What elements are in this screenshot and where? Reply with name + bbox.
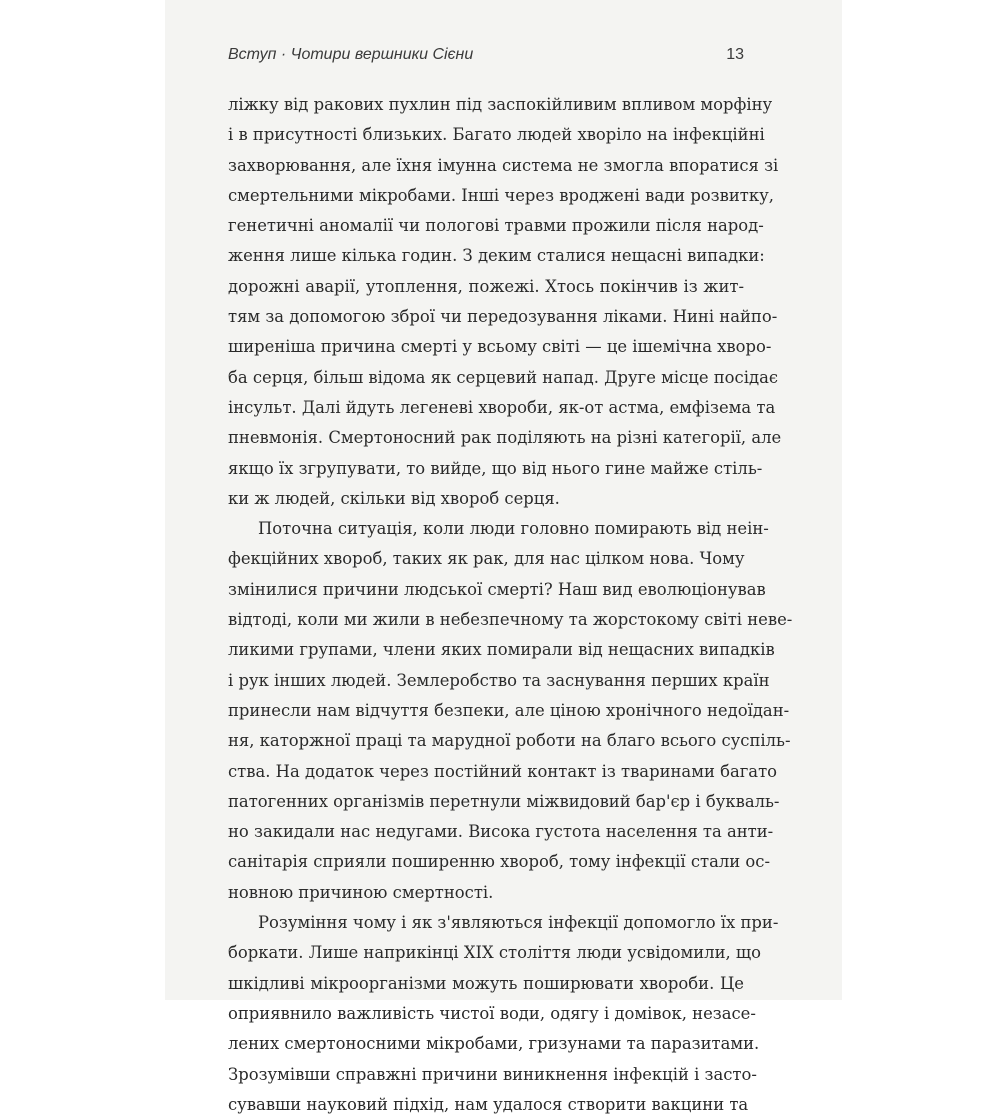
text-line: і в присутності близьких. Багато людей хворіло на інфекційні: [228, 125, 765, 145]
text-line: принесли нам відчуття безпеки, але ціною хронічного недоїдан-: [228, 700, 790, 720]
text-line: ба серця, більш відома як серцевий напад. Друге місце посідає: [228, 367, 779, 387]
text-line: відтоді, коли ми жили в небезпечному та жорстокому світі неве-: [228, 610, 793, 630]
text-line: ження лише кілька годин. З деким сталися нещасні випадки:: [228, 246, 765, 266]
text-line: ня, каторжної праці та марудної роботи на благо всього суспіль-: [228, 731, 791, 751]
text-line: ки ж людей, скільки від хвороб серця.: [228, 488, 560, 508]
text-line: ства. На додаток через постійний контакт із тваринами багато: [228, 761, 778, 781]
text-line: смертельними мікробами. Інші через вроджені вади розвитку,: [228, 185, 774, 205]
text-line: санітарія сприяли поширенню хвороб, тому інфекції стали ос-: [228, 852, 770, 872]
text-line: тям за допомогою зброї чи передозування ліками. Нині найпо-: [228, 307, 778, 327]
text-line: фекційних хвороб, таких як рак, для нас цілком нова. Чому: [228, 549, 745, 569]
text-line: захворювання, але їхня імунна система не змогла впоратися зі: [228, 155, 779, 175]
text-line: ширеніша причина смерті у всьому світі — це ішемічна хворо-: [228, 337, 772, 357]
text-line: новною причиною смертності.: [228, 882, 494, 902]
text-line: оприявнило важливість чистої води, одягу і домівок, незасе-: [228, 1003, 756, 1023]
text-line: змінилися причини людської смерті? Наш вид еволюціонував: [228, 579, 766, 599]
running-head: [228, 46, 744, 74]
text-line: Зрозумівши справжні причини виникнення інфекцій і засто-: [228, 1064, 757, 1084]
paragraph: [228, 514, 793, 908]
text-line: патогенних організмів перетнули міжвидовий бар'єр і букваль-: [228, 791, 780, 811]
text-line: сувавши науковий підхід, нам удалося створити вакцини та: [228, 1094, 749, 1114]
paragraph: [228, 90, 782, 514]
text-line: генетичні аномалії чи пологові травми прожили після народ-: [228, 216, 764, 236]
body-text: [228, 90, 793, 1120]
text-line: пневмонія. Смертоносний рак поділяють на різні категорії, але: [228, 428, 782, 448]
text-line: Поточна ситуація, коли люди головно помирають від неін-: [258, 519, 769, 539]
text-line: шкідливі мікроорганізми можуть поширювати хвороби. Це: [228, 973, 744, 993]
paragraph: [228, 908, 779, 1120]
text-line: і рук інших людей. Землеробство та заснування перших країн: [228, 670, 770, 690]
text-line: лених смертоносними мікробами, гризунами та паразитами.: [228, 1034, 760, 1054]
text-line: но закидали нас недугами. Висока густота населення та анти-: [228, 822, 774, 842]
text-line: інсульт. Далі йдуть легеневі хвороби, як-от астма, емфізема та: [228, 397, 776, 417]
text-line: якщо їх згрупувати, то вийде, що від нього гине майже стіль-: [228, 458, 763, 478]
text-line: Розуміння чому і як з'являються інфекції допомогло їх при-: [258, 913, 779, 933]
running-head-title: Вступ · Чотири вершники Сієни: [228, 46, 474, 63]
text-line: ликими групами, члени яких помирали від нещасних випадків: [228, 640, 775, 660]
page-number: 13: [726, 46, 744, 63]
text-line: ліжку від ракових пухлин під заспокійливим впливом морфіну: [228, 95, 773, 114]
text-line: боркати. Лише наприкінці XIX століття люди усвідомили, що: [228, 943, 762, 963]
text-line: дорожні аварії, утоплення, пожежі. Хтось покінчив із жит-: [228, 276, 744, 296]
